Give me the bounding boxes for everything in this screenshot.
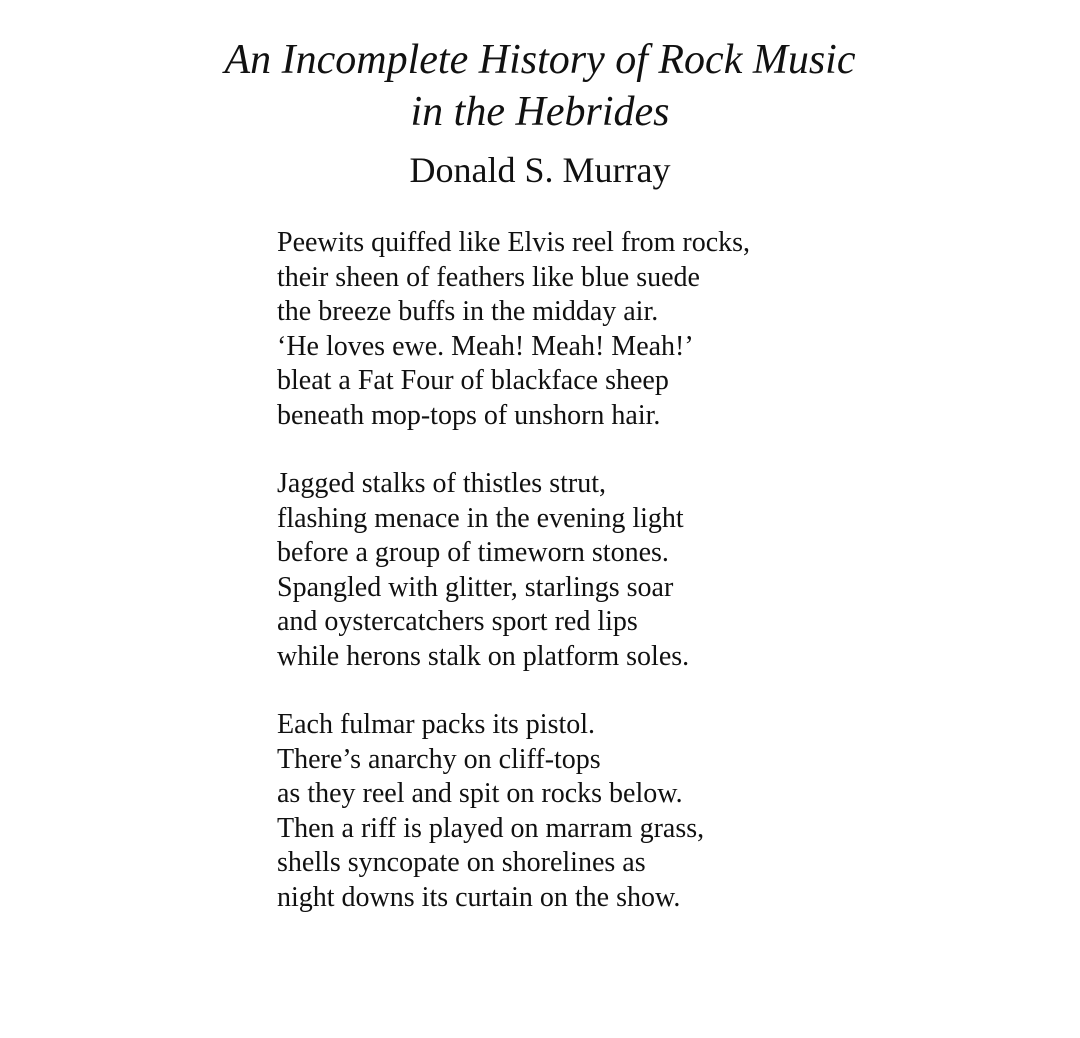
poem-line: There’s anarchy on cliff-tops	[277, 743, 601, 775]
poem-line: flashing menace in the evening light	[277, 502, 684, 534]
poem-body	[277, 226, 1037, 949]
poem-line: bleat a Fat Four of blackface sheep	[277, 365, 669, 396]
poem-line: and oystercatchers sport red lips	[277, 606, 638, 637]
poem-title-line-2: in the Hebrides	[410, 89, 670, 135]
poem-line: their sheen of feathers like blue suede	[277, 261, 700, 293]
poem-line: as they reel and spit on rocks below.	[277, 778, 683, 809]
stanza-1	[277, 226, 1037, 433]
poem-title-line-1: An Incomplete History of Rock Music	[224, 37, 856, 83]
poem-line: night downs its curtain on the show.	[277, 881, 681, 913]
poem-line: Then a riff is played on marram grass,	[277, 812, 705, 844]
poem-line: while herons stalk on platform soles.	[277, 640, 690, 672]
poem-line: shells syncopate on shorelines as	[277, 847, 646, 878]
poem-line: Jagged stalks of thistles strut,	[277, 468, 606, 499]
poem-line: before a group of timeworn stones.	[277, 537, 669, 568]
stanza-3	[277, 708, 1037, 915]
poem-line: the breeze buffs in the midday air.	[277, 296, 659, 327]
stanza-2	[277, 467, 1037, 674]
poem-line: Spangled with glitter, starlings soar	[277, 571, 674, 603]
poem-line: Each fulmar packs its pistol.	[277, 709, 596, 740]
poem-line: beneath mop-tops of unshorn hair.	[277, 399, 661, 431]
poem-line: ‘He loves ewe. Meah! Meah! Meah!’	[277, 330, 694, 362]
poem-author: Donald S. Murray	[409, 150, 671, 190]
poem-line: Peewits quiffed like Elvis reel from rocks,	[277, 227, 751, 258]
